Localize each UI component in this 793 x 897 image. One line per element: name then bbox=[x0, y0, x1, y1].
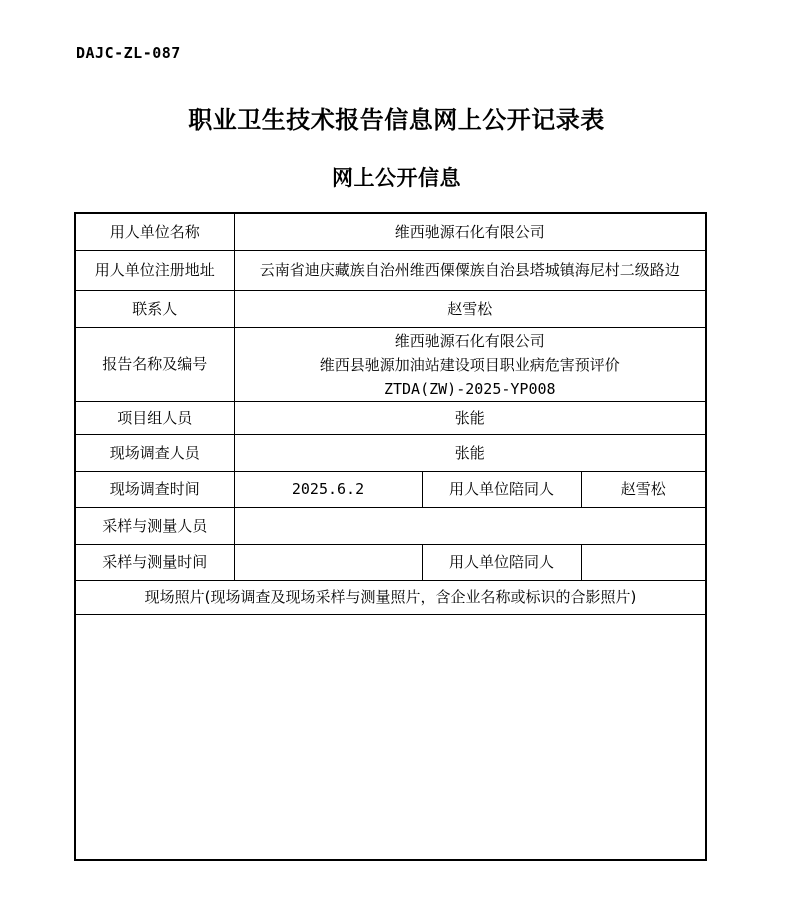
project-team-value: 张能 bbox=[234, 402, 706, 435]
employer-address-value: 云南省迪庆藏族自治州维西傈僳族自治县塔城镇海尼村二级路边 bbox=[234, 251, 706, 291]
row-project-team bbox=[75, 402, 706, 435]
row-site-survey-time bbox=[75, 472, 706, 508]
site-survey-staff-label: 现场调查人员 bbox=[75, 435, 234, 472]
sampling-time-value bbox=[234, 545, 422, 581]
survey-companion-value: 赵雪松 bbox=[581, 472, 706, 508]
row-sampling-time bbox=[75, 545, 706, 581]
section-subtitle: 网上公开信息 bbox=[332, 166, 461, 190]
contact-value: 赵雪松 bbox=[234, 291, 706, 328]
site-survey-time-value: 2025.6.2 bbox=[234, 472, 422, 508]
contact-label: 联系人 bbox=[75, 291, 234, 328]
photo-caption: 现场照片(现场调查及现场采样与测量照片，含企业名称或标识的合影照片) bbox=[75, 581, 706, 615]
sampling-companion-value bbox=[581, 545, 706, 581]
sampling-staff-value bbox=[234, 508, 706, 545]
report-value bbox=[234, 328, 706, 402]
site-survey-staff-value: 张能 bbox=[234, 435, 706, 472]
project-team-label: 项目组人员 bbox=[75, 402, 234, 435]
employer-name-label: 用人单位名称 bbox=[75, 213, 234, 251]
row-sampling-staff bbox=[75, 508, 706, 545]
sampling-companion-label: 用人单位陪同人 bbox=[422, 545, 581, 581]
record-table bbox=[74, 212, 707, 861]
report-label: 报告名称及编号 bbox=[75, 328, 234, 402]
doc-code: DAJC-ZL-087 bbox=[76, 44, 181, 62]
site-survey-time-label: 现场调查时间 bbox=[75, 472, 234, 508]
row-employer-address bbox=[75, 251, 706, 291]
photo-empty-area bbox=[75, 615, 706, 861]
row-photo-area bbox=[75, 615, 706, 861]
row-contact bbox=[75, 291, 706, 328]
report-number: ZTDA(ZW)-2025-YP008 bbox=[383, 379, 556, 398]
row-employer-name bbox=[75, 213, 706, 251]
page-title: 职业卫生技术报告信息网上公开记录表 bbox=[188, 106, 605, 134]
report-line-1: 维西驰源石化有限公司 bbox=[394, 331, 545, 350]
row-site-survey-staff bbox=[75, 435, 706, 472]
survey-companion-label: 用人单位陪同人 bbox=[422, 472, 581, 508]
row-photo-caption bbox=[75, 581, 706, 615]
employer-name-value: 维西驰源石化有限公司 bbox=[234, 213, 706, 251]
report-line-2: 维西县驰源加油站建设项目职业病危害预评价 bbox=[319, 355, 620, 374]
employer-address-label: 用人单位注册地址 bbox=[75, 251, 234, 291]
sampling-staff-label: 采样与测量人员 bbox=[75, 508, 234, 545]
sampling-time-label: 采样与测量时间 bbox=[75, 545, 234, 581]
row-report-name-number bbox=[75, 328, 706, 402]
